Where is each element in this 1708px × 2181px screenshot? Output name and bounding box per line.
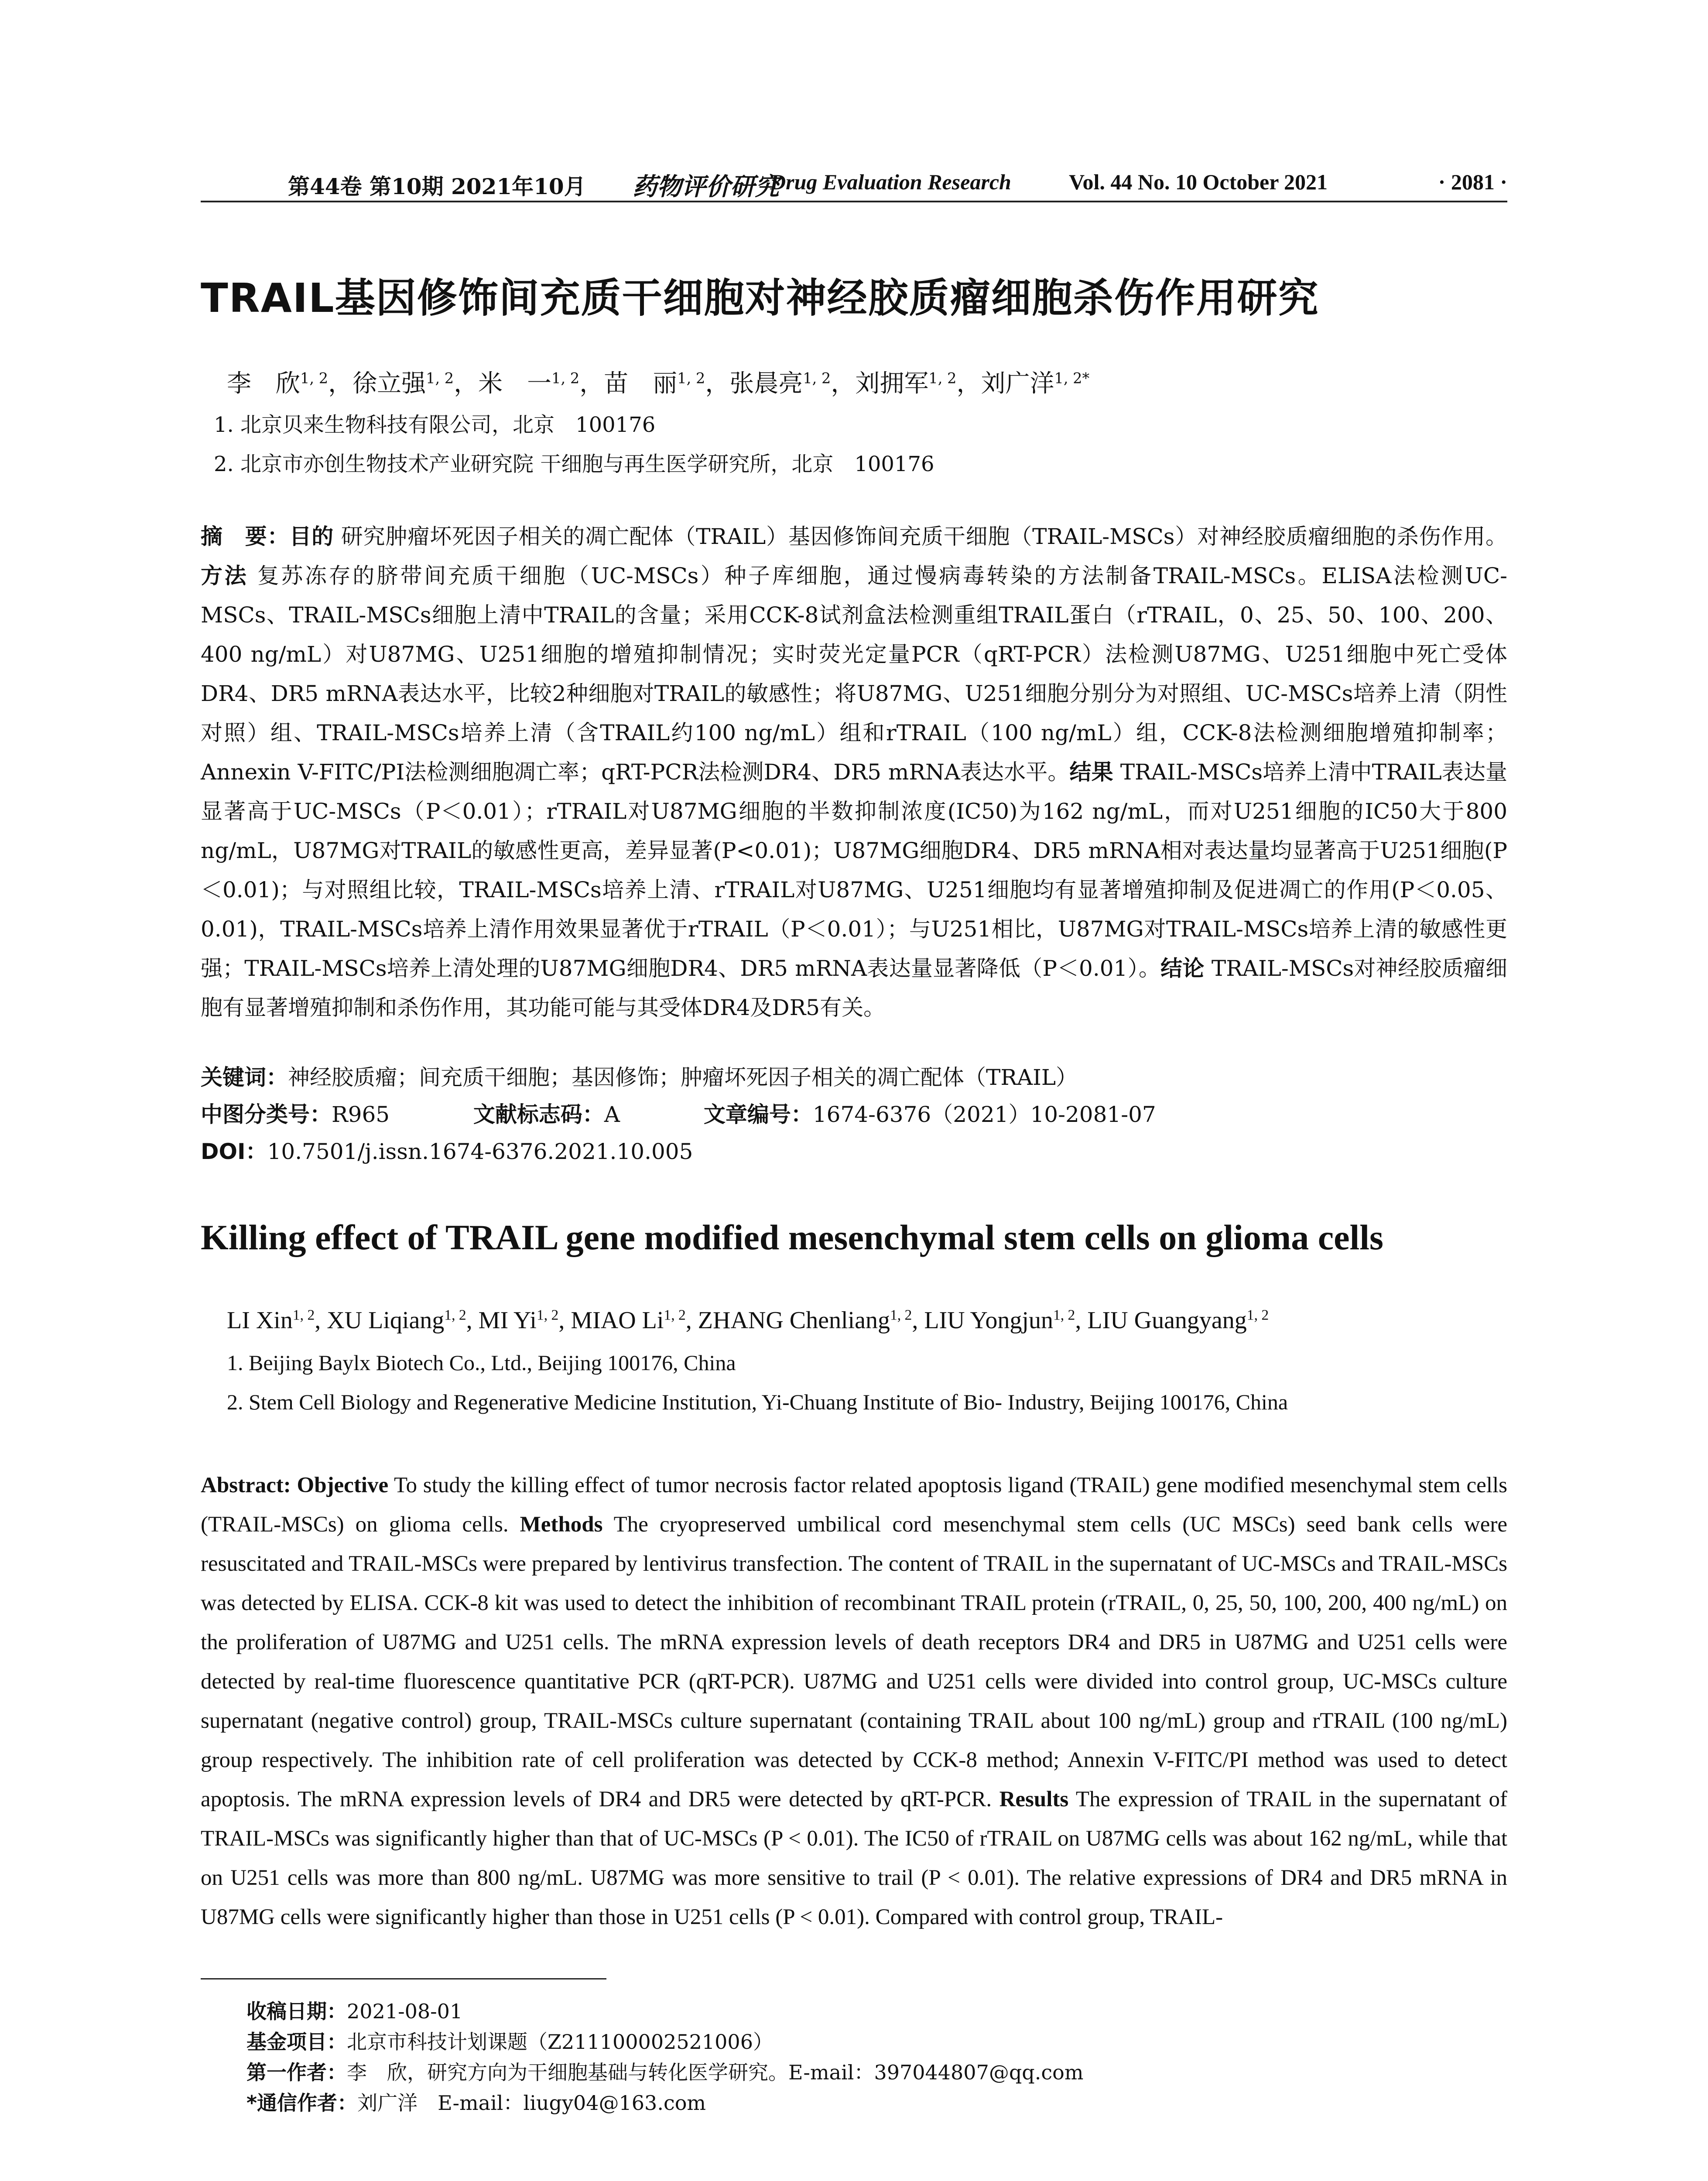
objective-label-cn: 目的 bbox=[289, 524, 334, 549]
page-number: · 2081 · bbox=[1438, 170, 1507, 194]
affiliation-en-2: 2. Stem Cell Biology and Regenerative Medicine Institution, Yi-Chuang Institute of Bio- Industry, Beijing 100176, China bbox=[227, 1390, 1288, 1414]
doi-line bbox=[201, 1134, 693, 1166]
results-en: The expression of TRAIL in the supernatant of TRAIL-MSCs was significantly higher than that of UC-MSCs (P < 0.01). The IC50 of rTRAIL on U87MG cells was about 162 ng/mL, while that on U251 cells was more than 800 ng/mL. U87MG was more sensitive to trail (P < 0.01). The relative expressions of DR4 and DR5 mRNA in U87MG cells were significantly higher than those in U251 cells (P < 0.01). Compared with control group, TRAIL- bbox=[201, 1787, 1507, 1929]
results-cn: TRAIL-MSCs培养上清中TRAIL表达量显著高于UC-MSCs（P＜0.01）；rTRAIL对U87MG细胞的半数抑制浓度(IC50)为162 ng/mL，而对U251细胞的IC50大于800 ng/mL，U87MG对TRAIL的敏感性更高，差异显著(P<0.01)；U87MG细胞DR4、DR5 mRNA相对表达量均显著高于U251细胞(P＜0.01)；与对照组比较，TRAIL-MSCs培养上清、rTRAIL对U87MG、U251细胞均有显著增殖抑制及促进凋亡的作用(P＜0.05、0.01)，TRAIL-MSCs培养上清作用效果显著优于rTRAIL（P＜0.01）；与U251相比，U87MG对TRAIL-MSCs培养上清的敏感性更强；TRAIL-MSCs培养上清处理的U87MG细胞DR4、DR5 mRNA表达量显著降低（P＜0.01）。 bbox=[201, 759, 1507, 981]
journal-logo-cn: 药物评价研究 bbox=[633, 172, 779, 201]
title-cn: TRAIL基因修饰间充质干细胞对神经胶质瘤细胞杀伤作用研究 bbox=[201, 275, 1319, 321]
affiliation-cn-2: 2. 北京市亦创生物技术产业研究院 干细胞与再生医学研究所，北京 100176 bbox=[214, 452, 934, 476]
keywords-label-cn: 关键词： bbox=[201, 1065, 288, 1090]
results-label-en: Results bbox=[999, 1787, 1069, 1812]
header-issue-en: Vol. 44 No. 10 October 2021 bbox=[1069, 170, 1328, 194]
first-author-value: 李 欣，研究方向为干细胞基础与转化医学研究。E-mail：397044807@qq.com bbox=[347, 2061, 1084, 2084]
objective-label-en: Objective bbox=[297, 1473, 389, 1497]
fund-value: 北京市科技计划课题（Z211100002521006） bbox=[347, 2030, 773, 2054]
classification-line bbox=[201, 1097, 1156, 1128]
first-author-label: 第一作者： bbox=[246, 2061, 347, 2084]
abstract-label-en: Abstract: bbox=[201, 1473, 291, 1497]
keywords-cn-line bbox=[201, 1060, 1078, 1091]
doi-value[interactable]: 10.7501/j.issn.1674-6376.2021.10.005 bbox=[267, 1139, 693, 1164]
conclusion-label-cn: 结论 bbox=[1160, 956, 1205, 981]
footnote-corresponding bbox=[246, 2087, 706, 2116]
results-label-cn: 结果 bbox=[1069, 759, 1113, 785]
title-en: Killing effect of TRAIL gene modified mesenchymal stem cells on glioma cells bbox=[201, 1217, 1383, 1257]
doc-code-label: 文献标志码： bbox=[473, 1102, 604, 1127]
header-issue-cn: 第44卷 第10期 2021年10月 bbox=[288, 174, 586, 199]
corresponding-label: *通信作者： bbox=[246, 2091, 358, 2115]
footnote-fund bbox=[246, 2026, 773, 2055]
footnote-rule bbox=[201, 1978, 606, 1979]
affiliation-cn-1: 1. 北京贝来生物科技有限公司，北京 100176 bbox=[214, 413, 656, 437]
objective-cn: 研究肿瘤坏死因子相关的凋亡配体（TRAIL）基因修饰间充质干细胞（TRAIL-MSCs）对神经胶质瘤细胞的杀伤作用。 bbox=[341, 524, 1508, 549]
article-no-label: 文章编号： bbox=[703, 1102, 813, 1127]
abstract-label-cn: 摘 要： bbox=[201, 524, 290, 549]
methods-cn: 复苏冻存的脐带间充质干细胞（UC-MSCs）种子库细胞，通过慢病毒转染的方法制备TRAIL-MSCs。ELISA法检测UC-MSCs、TRAIL-MSCs细胞上清中TRAIL的含量；采用CCK-8试剂盒法检测重组TRAIL蛋白（rTRAIL，0、25、50、100、200、400 ng/mL）对U87MG、U251细胞的增殖抑制情况；实时荧光定量PCR（qRT-PCR）法检测U87MG、U251细胞中死亡受体DR4、DR5 mRNA表达水平，比较2种细胞对TRAIL的敏感性；将U87MG、U251细胞分别分为对照组、UC-MSCs培养上清（阴性对照）组、TRAIL-MSCs培养上清（含TRAIL约100 ng/mL）组和rTRAIL（100 ng/mL）组，CCK-8法检测细胞增殖抑制率；Annexin V-FITC/PI法检测细胞凋亡率；qRT-PCR法检测DR4、DR5 mRNA表达水平。 bbox=[201, 563, 1508, 785]
keywords-cn: 神经胶质瘤；间充质干细胞；基因修饰；肿瘤坏死因子相关的凋亡配体（TRAIL） bbox=[288, 1065, 1078, 1090]
received-date: 2021-08-01 bbox=[347, 2000, 463, 2023]
clc-label: 中图分类号： bbox=[201, 1102, 332, 1127]
affiliation-en-1: 1. Beijing Baylx Biotech Co., Ltd., Beijing 100176, China bbox=[227, 1350, 736, 1375]
footnote-first-author bbox=[246, 2057, 1083, 2085]
abstract-en bbox=[201, 1466, 1507, 1937]
methods-label-cn: 方法 bbox=[201, 563, 249, 588]
doi-label: DOI： bbox=[201, 1139, 267, 1164]
footnote-received bbox=[246, 1996, 462, 2024]
authors-cn: 李 欣$^{1, 2}$，徐立强$^{1, 2}$，米 一$^{1, 2}$，苗 丽$^{1, 2}$，张晨亮$^{1, 2}$，刘拥军$^{1, 2}$，刘广洋$^{1, 2*}$ bbox=[227, 369, 1090, 398]
article-no-value: 1674-6376（2021）10-2081-07 bbox=[812, 1102, 1156, 1127]
conclusion-cn: TRAIL-MSCs对神经胶质瘤细胞有显著增殖抑制和杀伤作用，其功能可能与其受体DR4及DR5有关。 bbox=[201, 956, 1507, 1020]
received-label: 收稿日期： bbox=[246, 2000, 347, 2023]
clc-value: R965 bbox=[332, 1102, 390, 1127]
journal-name-en: Drug Evaluation Research bbox=[770, 170, 1011, 194]
doc-code-value: A bbox=[604, 1102, 620, 1127]
objective-en: To study the killing effect of tumor necrosis factor related apoptosis ligand (TRAIL) gene modified mesenchymal stem cells (TRAIL-MSCs) on glioma cells. bbox=[201, 1473, 1507, 1537]
authors-en: LI Xin$^{1, 2}$, XU Liqiang$^{1, 2}$, MI Yi$^{1, 2}$, MIAO Li$^{1, 2}$, ZHANG Chenliang$^{1, 2}$, LIU Yongjun$^{1, 2}$, LIU Guangyang$^{1, 2}$ bbox=[227, 1307, 1269, 1334]
fund-label: 基金项目： bbox=[246, 2030, 347, 2054]
running-header bbox=[201, 166, 1507, 202]
methods-en: The cryopreserved umbilical cord mesenchymal stem cells (UC MSCs) seed bank cells were resuscitated and TRAIL-MSCs were prepared by lentivirus transfection. The content of TRAIL in the supernatant of UC-MSCs and TRAIL-MSCs was detected by ELISA. CCK-8 kit was used to detect the inhibition of recombinant TRAIL protein (rTRAIL, 0, 25, 50, 100, 200, 400 ng/mL) on the proliferation of U87MG and U251 cells. The mRNA expression levels of death receptors DR4 and DR5 in U87MG and U251 cells were detected by real-time fluorescence quantitative PCR (qRT-PCR). U87MG and U251 cells were divided into control group, UC-MSCs culture supernatant (negative control) group, TRAIL-MSCs culture supernatant (containing TRAIL about 100 ng/mL) group and rTRAIL (100 ng/mL) group respectively. The inhibition rate of cell proliferation was detected by CCK-8 method; Annexin V-FITC/PI method was used to detect apoptosis. The mRNA expression levels of DR4 and DR5 were detected by qRT-PCR. bbox=[201, 1512, 1508, 1812]
corresponding-value: 刘广洋 E-mail：liugy04@163.com bbox=[357, 2091, 706, 2115]
methods-label-en: Methods bbox=[520, 1512, 603, 1537]
abstract-cn bbox=[201, 517, 1507, 1027]
